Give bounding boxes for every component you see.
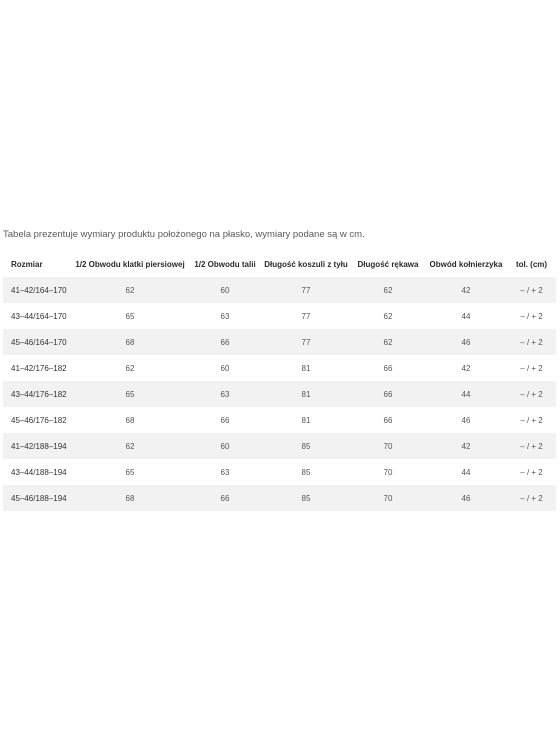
collar-cell: 44 <box>461 467 471 477</box>
size-table <box>3 251 556 511</box>
chest-cell: 68 <box>125 415 135 425</box>
back-length-cell: 85 <box>301 441 311 451</box>
sleeve-length-cell: 70 <box>383 441 393 451</box>
chest-cell: 68 <box>125 337 135 347</box>
back-length-cell: 85 <box>301 467 311 477</box>
chest-cell: 65 <box>125 467 135 477</box>
size-cell: 45–46/188–194 <box>11 493 67 503</box>
waist-cell: 60 <box>220 441 230 451</box>
waist-cell: 66 <box>220 493 230 503</box>
back-length-cell: 81 <box>301 389 311 399</box>
table-row <box>3 277 556 303</box>
sleeve-length-cell: 62 <box>383 337 393 347</box>
table-row <box>3 433 556 459</box>
collar-cell: 42 <box>461 441 471 451</box>
sleeve-length-cell: 66 <box>383 363 393 373</box>
waist-cell: 60 <box>220 285 230 295</box>
sleeve-length-cell: 66 <box>383 389 393 399</box>
table-row <box>3 459 556 485</box>
tolerance-cell: – / + 2 <box>520 285 543 295</box>
size-cell: 45–46/164–170 <box>11 337 67 347</box>
back-length-cell: 77 <box>301 311 311 321</box>
back-length-cell: 81 <box>301 415 311 425</box>
waist-cell: 66 <box>220 337 230 347</box>
size-cell: 43–44/164–170 <box>11 311 67 321</box>
collar-cell: 42 <box>461 285 471 295</box>
column-header-chest: 1/2 Obwodu klatki piersiowej <box>75 259 185 269</box>
tolerance-cell: – / + 2 <box>520 337 543 347</box>
size-cell: 41–42/164–170 <box>11 285 67 295</box>
tolerance-cell: – / + 2 <box>520 389 543 399</box>
chest-cell: 62 <box>125 285 135 295</box>
table-row <box>3 329 556 355</box>
column-header-tolerance: tol. (cm) <box>515 259 548 269</box>
sleeve-length-cell: 70 <box>383 467 393 477</box>
collar-cell: 46 <box>461 337 471 347</box>
waist-cell: 60 <box>220 363 230 373</box>
size-cell: 41–42/176–182 <box>11 363 67 373</box>
column-header-sleeve-length: Długość rękawa <box>357 259 419 269</box>
column-header-collar: Obwód kołnierzyka <box>429 259 503 269</box>
sleeve-length-cell: 62 <box>383 311 393 321</box>
chest-cell: 65 <box>125 311 135 321</box>
size-cell: 43–44/176–182 <box>11 389 67 399</box>
chest-cell: 65 <box>125 389 135 399</box>
collar-cell: 44 <box>461 311 471 321</box>
table-row <box>3 485 556 511</box>
waist-cell: 63 <box>220 311 230 321</box>
collar-cell: 46 <box>461 415 471 425</box>
back-length-cell: 85 <box>301 493 311 503</box>
column-header-size: Rozmiar <box>11 259 43 269</box>
tolerance-cell: – / + 2 <box>520 311 543 321</box>
sleeve-length-cell: 70 <box>383 493 393 503</box>
sleeve-length-cell: 66 <box>383 415 393 425</box>
size-cell: 45–46/176–182 <box>11 415 67 425</box>
tolerance-cell: – / + 2 <box>520 363 543 373</box>
table-row <box>3 381 556 407</box>
column-header-waist: 1/2 Obwodu talii <box>194 259 256 269</box>
table-header-row <box>3 251 556 277</box>
table-row <box>3 355 556 381</box>
back-length-cell: 81 <box>301 363 311 373</box>
column-header-back-length: Długość koszuli z tyłu <box>264 259 348 269</box>
back-length-cell: 77 <box>301 337 311 347</box>
tolerance-cell: – / + 2 <box>520 441 543 451</box>
table-row <box>3 407 556 433</box>
tolerance-cell: – / + 2 <box>520 493 543 503</box>
chest-cell: 62 <box>125 363 135 373</box>
chest-cell: 68 <box>125 493 135 503</box>
waist-cell: 63 <box>220 389 230 399</box>
collar-cell: 46 <box>461 493 471 503</box>
table-body <box>3 277 556 511</box>
back-length-cell: 77 <box>301 285 311 295</box>
tolerance-cell: – / + 2 <box>520 467 543 477</box>
waist-cell: 66 <box>220 415 230 425</box>
collar-cell: 42 <box>461 363 471 373</box>
chest-cell: 62 <box>125 441 135 451</box>
table-row <box>3 303 556 329</box>
size-cell: 43–44/188–194 <box>11 467 67 477</box>
collar-cell: 44 <box>461 389 471 399</box>
tolerance-cell: – / + 2 <box>520 415 543 425</box>
waist-cell: 63 <box>220 467 230 477</box>
size-cell: 41–42/188–194 <box>11 441 67 451</box>
sleeve-length-cell: 62 <box>383 285 393 295</box>
table-caption: Tabela prezentuje wymiary produktu położonego na płasko, wymiary podane są w cm. <box>3 229 365 240</box>
